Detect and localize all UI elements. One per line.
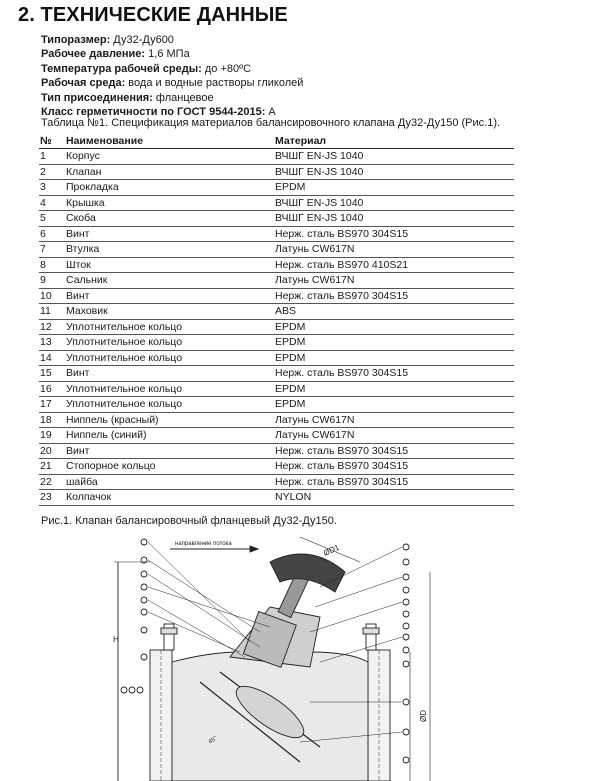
table-row [39,474,514,490]
spec-tightness: Класс герметичности по ГОСТ 9544-2015: А [41,106,276,119]
dimension-d1-label: ØD1 [322,542,341,558]
table-header-row [39,134,514,149]
cell-name: Корпус [65,149,274,165]
table-row [39,459,514,475]
angle-label: 45° [207,735,219,746]
cell-material: NYLON [274,490,514,506]
spec-pressure: Рабочее давление: 1,6 МПа [41,48,190,61]
cell-number: 5 [39,211,65,227]
table-row [39,288,514,304]
table-row [39,381,514,397]
cell-name: Уплотнительное кольцо [65,319,274,335]
table-row [39,195,514,211]
spec-list [41,33,303,119]
cell-material: ABS [274,304,514,320]
cell-number: 15 [39,366,65,382]
cell-material: EPDM [274,397,514,413]
cell-number: 21 [39,459,65,475]
header-name: Наименование [65,134,274,149]
cell-material: EPDM [274,319,514,335]
cell-number: 19 [39,428,65,444]
cell-number: 13 [39,335,65,351]
spec-size: Типоразмер: Ду32-Ду600 [41,34,174,46]
cell-material: Нерж. сталь BS970 410S21 [274,257,514,273]
cell-number: 22 [39,474,65,490]
spec-medium: Рабочая среда: вода и водные растворы гликолей [41,77,304,90]
table-row [39,149,514,165]
table-row [39,412,514,428]
cell-material: Латунь CW617N [274,412,514,428]
cell-name: Клапан [65,164,274,180]
cell-number: 16 [39,381,65,397]
cell-name: Ниппель (синий) [65,428,274,444]
valve-drawing [110,532,440,781]
cell-name: Уплотнительное кольцо [65,397,274,413]
cell-number: 9 [39,273,65,289]
figure-caption: Рис.1. Клапан балансировочный фланцевый Ду32-Ду150. [41,515,337,527]
cell-material: Нерж. сталь BS970 304S15 [274,459,514,475]
table-row [39,257,514,273]
cell-name: Шток [65,257,274,273]
spec-connection: Тип присоединения: фланцевое [41,91,214,104]
cell-material: Нерж. сталь BS970 304S15 [274,474,514,490]
cell-number: 4 [39,195,65,211]
table-row [39,226,514,242]
cell-material: EPDM [274,180,514,196]
cell-material: EPDM [274,381,514,397]
cell-name: Ниппель (красный) [65,412,274,428]
materials-table [39,134,514,506]
table-row [39,164,514,180]
header-material: Материал [274,134,514,149]
table-body [39,149,514,506]
cell-number: 1 [39,149,65,165]
cell-number: 8 [39,257,65,273]
cell-name: Крышка [65,195,274,211]
cell-material: ВЧШГ EN-JS 1040 [274,195,514,211]
cell-name: Уплотнительное кольцо [65,381,274,397]
cell-name: Винт [65,443,274,459]
cell-name: Прокладка [65,180,274,196]
cell-material: Нерж. сталь BS970 304S15 [274,226,514,242]
dimension-d-label: ØD [419,710,428,722]
cell-name: Сальник [65,273,274,289]
spec-temperature: Температура рабочей среды: до +80ºС [41,62,252,75]
table-row [39,397,514,413]
cell-name: Винт [65,288,274,304]
table-row [39,366,514,382]
cell-name: Стопорное кольцо [65,459,274,475]
cell-number: 7 [39,242,65,258]
cell-name: Скоба [65,211,274,227]
table-row [39,242,514,258]
table-row [39,335,514,351]
cell-number: 14 [39,350,65,366]
table-row [39,443,514,459]
cell-material: ВЧШГ EN-JS 1040 [274,211,514,227]
cell-number: 17 [39,397,65,413]
table-row [39,350,514,366]
cell-name: Винт [65,226,274,242]
cell-name: Винт [65,366,274,382]
cell-material: EPDM [274,350,514,366]
table-row [39,211,514,227]
table-caption: Таблица №1. Спецификация материалов балансировочного клапана Ду32-Ду150 (Рис.1). [41,117,501,129]
cell-name: Колпачок [65,490,274,506]
cell-number: 3 [39,180,65,196]
cell-material: Латунь CW617N [274,273,514,289]
cell-number: 23 [39,490,65,506]
section-title: 2. ТЕХНИЧЕСКИЕ ДАННЫЕ [18,4,288,26]
cell-material: ВЧШГ EN-JS 1040 [274,149,514,165]
table-row [39,319,514,335]
table-row [39,304,514,320]
cell-number: 12 [39,319,65,335]
cell-number: 10 [39,288,65,304]
table-row [39,428,514,444]
header-number: № [39,134,65,149]
cell-material: Нерж. сталь BS970 304S15 [274,366,514,382]
cell-number: 6 [39,226,65,242]
cell-material: Латунь CW617N [274,428,514,444]
cell-number: 11 [39,304,65,320]
cell-number: 2 [39,164,65,180]
cell-name: Маховик [65,304,274,320]
dimension-h-label: H [113,635,119,644]
cell-material: Нерж. сталь BS970 304S15 [274,443,514,459]
cell-number: 20 [39,443,65,459]
flow-direction-label: направление потока [175,541,232,547]
cell-material: Нерж. сталь BS970 304S15 [274,288,514,304]
cell-name: Втулка [65,242,274,258]
cell-material: EPDM [274,335,514,351]
table-row [39,180,514,196]
table-row [39,273,514,289]
cell-name: Уплотнительное кольцо [65,350,274,366]
table-row [39,490,514,506]
cell-material: Латунь CW617N [274,242,514,258]
cell-name: Уплотнительное кольцо [65,335,274,351]
cell-material: ВЧШГ EN-JS 1040 [274,164,514,180]
cell-name: шайба [65,474,274,490]
cell-number: 18 [39,412,65,428]
